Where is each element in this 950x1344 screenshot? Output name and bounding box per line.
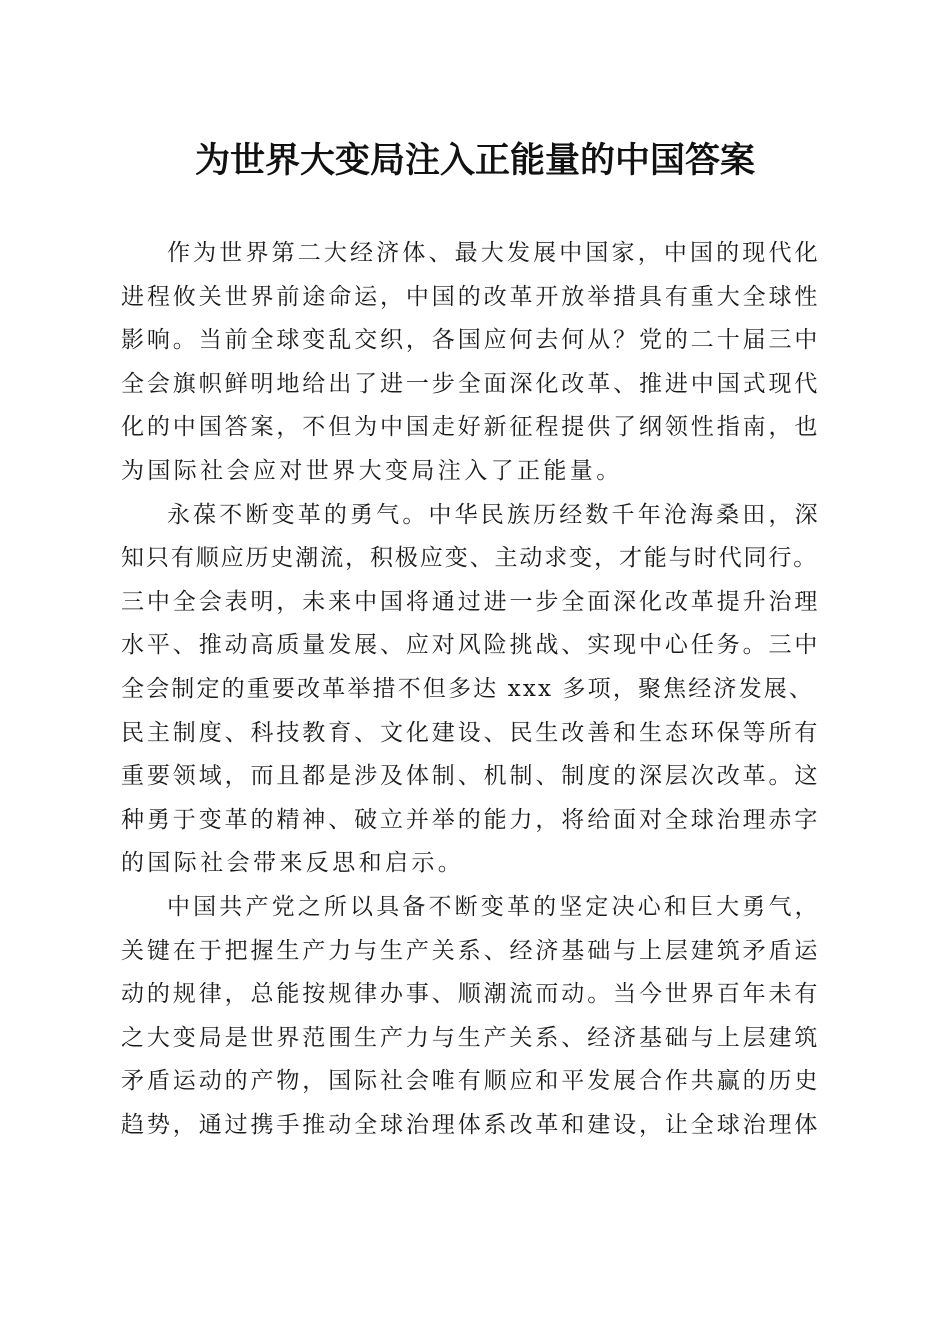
document-body — [121, 232, 821, 1147]
paragraph-line: 进程攸关世界前途命运，中国的改革开放举措具有重大全球性 — [121, 283, 821, 310]
paragraph-line: 知只有顺应历史潮流，积极应变、主动求变，才能与时代同行。 — [121, 545, 819, 572]
paragraph-line: 三中全会表明，未来中国将通过进一步全面深化改革提升治理 — [121, 588, 821, 615]
paragraph-line: 重要领域，而且都是涉及体制、机制、制度的深层次改革。这 — [121, 763, 821, 790]
paragraph-line: 之大变局是世界范围生产力与生产关系、经济基础与上层建筑 — [121, 1024, 821, 1051]
paragraph-line: 全会旗帜鲜明地给出了进一步全面深化改革、推进中国式现代 — [121, 370, 821, 397]
paragraph-line: 中国共产党之所以具备不断变革的坚定决心和巨大勇气， — [167, 893, 821, 920]
paragraph-line: 作为世界第二大经济体、最大发展中国家，中国的现代化 — [167, 240, 821, 266]
paragraph-line: 种勇于变革的精神、破立并举的能力，将给面对全球治理赤字 — [121, 806, 821, 833]
paragraph-line: 矛盾运动的产物，国际社会唯有顺应和平发展合作共赢的历史 — [121, 1068, 821, 1095]
paragraph-2 — [121, 494, 821, 886]
paragraph-line: 民主制度、科技教育、文化建设、民生改善和生态环保等所有 — [121, 719, 821, 746]
paragraph-line: 水平、推动高质量发展、应对风险挑战、实现中心任务。三中 — [121, 632, 821, 659]
paragraph-line: 动的规律，总能按规律办事、顺潮流而动。当今世界百年未有 — [121, 981, 821, 1008]
paragraph-1 — [121, 232, 821, 494]
document-title: 为世界大变局注入正能量的中国答案 — [194, 140, 755, 181]
paragraph-line: 趋势，通过携手推动全球治理体系改革和建设，让全球治理体 — [121, 1111, 821, 1138]
paragraph-line: 永葆不断变革的勇气。中华民族历经数千年沧海桑田，深 — [167, 501, 821, 528]
paragraph-line: 为国际社会应对世界大变局注入了正能量。 — [121, 457, 623, 484]
paragraph-3 — [121, 886, 821, 1148]
paragraph-line: 化的中国答案，不但为中国走好新征程提供了纲领性指南，也 — [121, 414, 821, 441]
paragraph-line: 关键在于把握生产力与生产关系、经济基础与上层建筑矛盾运 — [121, 937, 821, 964]
paragraph-line: 影响。当前全球变乱交织，各国应何去何从？党的二十届三中 — [121, 327, 821, 354]
paragraph-line: 全会制定的重要改革举措不但多达 xxx 多项，聚焦经济发展、 — [121, 675, 815, 702]
paragraph-line: 的国际社会带来反思和启示。 — [121, 850, 465, 877]
